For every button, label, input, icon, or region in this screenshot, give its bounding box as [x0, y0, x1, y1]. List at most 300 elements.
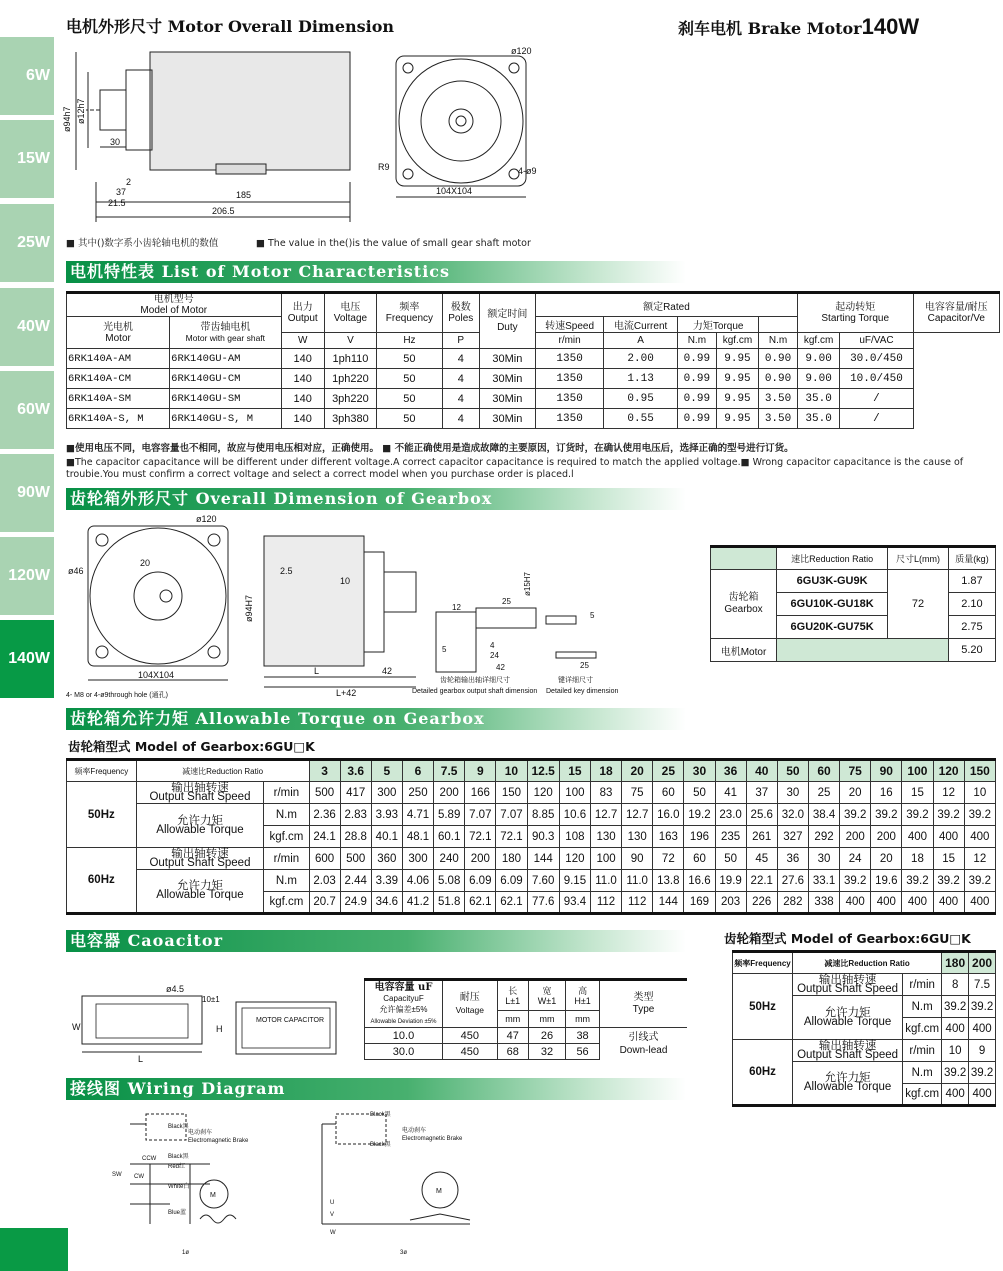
value-cell: 144: [527, 848, 559, 870]
dim-label: 10±1: [202, 995, 220, 1004]
wire-label: White白: [168, 1184, 190, 1190]
table-cell: 6RK140A-SM: [67, 389, 170, 409]
table-cell: 50: [376, 409, 442, 429]
ratio-cell: 40: [746, 760, 777, 782]
value-cell: 16: [871, 782, 902, 804]
gearbox-dimension-drawing: [66, 512, 646, 702]
table-cell: 35.0: [797, 389, 840, 409]
torque-label: 允许力矩 Allowable Torque: [793, 996, 903, 1040]
th-unit: r/min: [536, 333, 604, 349]
th-poles: 极数 Poles: [442, 293, 479, 333]
th-unit: kgf.cm: [716, 333, 759, 349]
table-row: [67, 848, 996, 870]
page-title: 电机外形尺寸 Motor Overall Dimension: [66, 17, 395, 36]
cap-cell: 30.0: [365, 1044, 443, 1060]
value-cell: 6.09: [496, 870, 527, 892]
value-cell: 16.6: [684, 870, 715, 892]
motor-mass: 5.20: [948, 639, 995, 662]
dim-label: 185: [236, 190, 252, 200]
ratio-row: [67, 760, 996, 782]
table-cell: 3.50: [759, 389, 798, 409]
dim-label: ø46: [68, 566, 84, 576]
value-cell: 5.89: [434, 804, 465, 826]
capacitor-label: MOTOR CAPACITOR: [256, 1017, 325, 1024]
value-cell: 39.2: [969, 996, 996, 1018]
freq-cell: 50Hz: [67, 782, 137, 848]
caption: Detailed gearbox output shaft dimension: [412, 688, 538, 695]
value-cell: 50: [715, 848, 746, 870]
value-cell: 93.4: [559, 892, 590, 914]
dim-label: 42: [382, 666, 393, 676]
value-cell: 38.4: [808, 804, 839, 826]
dim-label: R9: [378, 162, 390, 172]
ratio-cell: 12.5: [527, 760, 559, 782]
value-cell: 39.2: [840, 870, 871, 892]
table-cell: 30.0/450: [840, 349, 913, 369]
value-cell: 282: [777, 892, 808, 914]
value-cell: 60.1: [434, 826, 465, 848]
th-unit: uF/VAC: [840, 333, 913, 349]
cap-cell: 32: [528, 1044, 565, 1060]
unit-cell: kgf.cm: [264, 826, 309, 848]
unit-cell: kgf.cm: [264, 892, 309, 914]
ratio-cell: 20: [622, 760, 653, 782]
ratio-cell: 120: [933, 760, 964, 782]
value-cell: 327: [777, 826, 808, 848]
dim-label: ø15H7: [523, 571, 532, 596]
ratio-cell: 60: [808, 760, 839, 782]
ratio-cell: 3: [309, 760, 340, 782]
ratio-cell: 50: [777, 760, 808, 782]
value-cell: 200: [465, 848, 496, 870]
value-cell: 500: [309, 782, 340, 804]
speed-label: 输出轴转速 Output Shaft Speed: [793, 1040, 903, 1062]
table-cell: 30Min: [479, 409, 535, 429]
unit-nm: N.m: [903, 1062, 942, 1084]
value-cell: 60: [653, 782, 684, 804]
speed-label: 输出轴转速 Output Shaft Speed: [136, 782, 264, 804]
value-cell: 7.07: [496, 804, 527, 826]
th-unit: N.m: [759, 333, 798, 349]
gearbox-mass-table: [710, 545, 996, 662]
table-cell: 4: [442, 389, 479, 409]
wire-label: 1ø: [182, 1250, 190, 1256]
wire-label: Electromagnetic Brake: [188, 1138, 249, 1144]
unit-cell: r/min: [264, 848, 309, 870]
value-cell: 30: [777, 782, 808, 804]
value-cell: 100: [559, 782, 590, 804]
value-cell: 72: [653, 848, 684, 870]
value-cell: 11.0: [590, 870, 621, 892]
unit-cell: N.m: [264, 804, 309, 826]
value-cell: 226: [746, 892, 777, 914]
mass-cell: 2.10: [948, 593, 995, 616]
value-cell: 169: [684, 892, 715, 914]
dim-label: 104X104: [436, 186, 473, 196]
table-row: [67, 782, 996, 804]
table-cell: 1ph220: [324, 369, 376, 389]
motor-note-en: ■ The value in the()is the value of small gear shaft motor: [256, 238, 531, 249]
value-cell: 25: [808, 782, 839, 804]
wire-label: 电动刹车: [188, 1130, 213, 1136]
motor-dimension-drawing: [62, 42, 606, 232]
wire-label: Black黑: [370, 1112, 391, 1118]
cap-cell: 26: [528, 1028, 565, 1044]
th-unit: P: [442, 333, 479, 349]
dim-label: ø4.5: [166, 984, 185, 994]
th-output: 出力 Output: [281, 293, 324, 333]
tab-60w[interactable]: 60W: [0, 371, 54, 449]
th-width: 宽 W±1: [528, 980, 565, 1011]
table-cell: 50: [376, 389, 442, 409]
value-cell: 20: [840, 782, 871, 804]
ratio-cell: 3.6: [340, 760, 371, 782]
th-rated: 额定Rated: [536, 293, 798, 317]
th-length: 长 L±1: [497, 980, 528, 1011]
torque-label: 允许力矩 Allowable Torque: [136, 870, 264, 914]
th-unit: W: [281, 333, 324, 349]
ratio-cell: 25: [653, 760, 684, 782]
value-cell: 39.2: [840, 804, 871, 826]
table-cell: 30Min: [479, 369, 535, 389]
value-cell: 48.1: [402, 826, 433, 848]
value-cell: 300: [402, 848, 433, 870]
value-cell: 9: [969, 1040, 996, 1062]
value-cell: 39.2: [871, 804, 902, 826]
ratio-cell: 7.5: [434, 760, 465, 782]
th-height: 高 H±1: [566, 980, 600, 1011]
wire-label: Black黑: [168, 1124, 189, 1130]
value-cell: 90: [622, 848, 653, 870]
value-cell: 39.2: [964, 804, 995, 826]
ratio-cell: 90: [871, 760, 902, 782]
motor-blank: [777, 639, 949, 662]
table-cell: 6RK140GU-AM: [170, 349, 281, 369]
ratio-cell: 6GU20K-GU75K: [777, 616, 888, 639]
ratio-cell: 6: [402, 760, 433, 782]
dim-label: 30: [110, 137, 121, 147]
ratio-cell: 10: [496, 760, 527, 782]
value-cell: 16.0: [653, 804, 684, 826]
wire-label: V: [330, 1212, 335, 1218]
tab-25w[interactable]: 25W: [0, 204, 54, 282]
value-cell: 108: [559, 826, 590, 848]
value-cell: 300: [371, 782, 402, 804]
dim-label: 4: [490, 641, 495, 650]
value-cell: 10: [964, 782, 995, 804]
wire-label: SW: [112, 1172, 122, 1178]
table-cell: 140: [281, 409, 324, 429]
table-cell: 0.90: [759, 349, 798, 369]
table-cell: 140: [281, 349, 324, 369]
tab-140w[interactable]: 140W: [0, 620, 54, 698]
value-cell: 200: [840, 826, 871, 848]
ratio-cell: 150: [964, 760, 995, 782]
table-row: [67, 389, 1000, 409]
value-cell: 2.36: [309, 804, 340, 826]
value-cell: 20: [871, 848, 902, 870]
footer-block: [0, 1228, 68, 1271]
cap-cell: 10.0: [365, 1028, 443, 1044]
table-row: [67, 804, 996, 826]
value-cell: 200: [871, 826, 902, 848]
value-cell: 261: [746, 826, 777, 848]
table-cell: 6RK140GU-S, M: [170, 409, 281, 429]
ratio-cell: 15: [559, 760, 590, 782]
value-cell: 40.1: [371, 826, 402, 848]
value-cell: 60: [684, 848, 715, 870]
dim-label: 5: [590, 611, 595, 620]
value-cell: 11.0: [622, 870, 653, 892]
table-cell: 9.00: [797, 349, 840, 369]
caption: 齿轮箱输出轴详细尺寸: [440, 677, 510, 684]
th-unit: mm: [566, 1011, 600, 1028]
value-cell: 7.60: [527, 870, 559, 892]
value-cell: 36: [777, 848, 808, 870]
table-cell: 50: [376, 369, 442, 389]
gearbox-label: 齿轮箱 Gearbox: [711, 570, 777, 639]
th-unit: A: [604, 333, 678, 349]
value-cell: 51.8: [434, 892, 465, 914]
value-cell: 90.3: [527, 826, 559, 848]
th-voltage: 耐压 Voltage: [443, 980, 498, 1028]
value-cell: 39.2: [942, 996, 969, 1018]
value-cell: 7.5: [969, 974, 996, 996]
wire-label: Blue蓝: [168, 1210, 187, 1216]
value-cell: 10: [942, 1040, 969, 1062]
table-cell: 9.95: [716, 349, 759, 369]
speed-label: 输出轴转速 Output Shaft Speed: [136, 848, 264, 870]
wire-label: M: [436, 1188, 442, 1195]
value-cell: 500: [340, 848, 371, 870]
value-cell: 144: [653, 892, 684, 914]
value-cell: 34.6: [371, 892, 402, 914]
value-cell: 5.08: [434, 870, 465, 892]
value-cell: 77.6: [527, 892, 559, 914]
ratio-cell: 100: [902, 760, 933, 782]
table-cell: 6RK140A-S, M: [67, 409, 170, 429]
char-note-cn: ■使用电压不同，电容容量也不相同，故应与使用电压相对应，正确使用。 ■ 不能正确使用是造成故障的主要原因，订货时，在确认使用电压后，选择正确的型号进行订货。: [66, 443, 794, 454]
section-header-wiring: 接线图 Wiring Diagram: [66, 1078, 686, 1100]
value-cell: 400: [871, 892, 902, 914]
unit-rpm: r/min: [903, 974, 942, 996]
table-cell: 0.55: [604, 409, 678, 429]
freq-cell: 60Hz: [67, 848, 137, 914]
value-cell: 24.1: [309, 826, 340, 848]
dim-label: 42: [496, 663, 505, 672]
unit-rpm: r/min: [903, 1040, 942, 1062]
th-unit: kgf.cm: [797, 333, 840, 349]
wiring-diagram: [90, 1104, 490, 1264]
capacitor-drawing: [66, 982, 356, 1072]
product-power: 140W: [861, 14, 920, 39]
th-unit: V: [324, 333, 376, 349]
table-row: [67, 409, 1000, 429]
value-cell: 120: [559, 848, 590, 870]
tab-90w[interactable]: 90W: [0, 454, 54, 532]
th-torque: 力矩Torque: [678, 317, 759, 333]
wire-label: CW: [134, 1174, 144, 1180]
wire-label: M: [210, 1192, 216, 1199]
tab-15w[interactable]: 15W: [0, 120, 54, 198]
mass-cell: 2.75: [948, 616, 995, 639]
value-cell: 37: [746, 782, 777, 804]
table-cell: 35.0: [797, 409, 840, 429]
value-cell: 75: [622, 782, 653, 804]
cap-cell: 450: [443, 1028, 498, 1044]
dim-label: 37: [116, 187, 127, 197]
wire-label: U: [330, 1200, 335, 1206]
value-cell: 41.2: [402, 892, 433, 914]
value-cell: 23.0: [715, 804, 746, 826]
value-cell: 200: [434, 782, 465, 804]
value-cell: 400: [942, 1018, 969, 1040]
table-cell: 6RK140A-CM: [67, 369, 170, 389]
wire-label: Electromagnetic Brake: [402, 1136, 463, 1142]
section-header-characteristics: 电机特性表 List of Motor Characteristics: [66, 261, 686, 283]
dim-label: H: [216, 1024, 223, 1034]
table-cell: 9.95: [716, 369, 759, 389]
value-cell: 19.6: [871, 870, 902, 892]
motor-label: 电机Motor: [711, 639, 777, 662]
dim-label: 12: [452, 603, 461, 612]
value-cell: 9.15: [559, 870, 590, 892]
dim-label: ø12h7: [76, 98, 86, 124]
wire-label: Black黑: [168, 1154, 189, 1160]
table-row: [67, 369, 1000, 389]
table-cell: 1350: [536, 369, 604, 389]
value-cell: 6.09: [465, 870, 496, 892]
torque-model-title: 齿轮箱型式 Model of Gearbox:6GU□K: [68, 739, 315, 754]
table-cell: 50: [376, 349, 442, 369]
value-cell: 18: [902, 848, 933, 870]
dim-label: 21.5: [108, 198, 126, 208]
value-cell: 2.03: [309, 870, 340, 892]
value-cell: 12: [964, 848, 995, 870]
table-cell: 1350: [536, 409, 604, 429]
unit-kgf: kgf.cm: [903, 1084, 942, 1106]
value-cell: 24.9: [340, 892, 371, 914]
ratio-cell: 200: [969, 952, 996, 974]
table-cell: 140: [281, 369, 324, 389]
table-cell: 0.99: [678, 349, 717, 369]
ratio-cell: 9: [465, 760, 496, 782]
dim-label: 2.5: [280, 566, 293, 576]
value-cell: 50: [684, 782, 715, 804]
product-title: [678, 14, 919, 40]
value-cell: 130: [590, 826, 621, 848]
value-cell: 400: [933, 892, 964, 914]
cap-cell: 68: [497, 1044, 528, 1060]
ratio-cell: 75: [840, 760, 871, 782]
table-cell: 9.95: [716, 409, 759, 429]
dim-label: 5: [442, 645, 447, 654]
caption: 键详细尺寸: [558, 677, 593, 684]
value-cell: 400: [964, 826, 995, 848]
product-name: 刹车电机 Brake Motor: [678, 19, 862, 38]
table-cell: 4: [442, 369, 479, 389]
dim-label: ø120: [196, 514, 217, 524]
th-current: 电流Current: [604, 317, 678, 333]
value-cell: 12.7: [622, 804, 653, 826]
dim-label: 25: [502, 597, 511, 606]
unit-nm: N.m: [903, 996, 942, 1018]
cap-cell: 56: [566, 1044, 600, 1060]
value-cell: 72.1: [496, 826, 527, 848]
section-header-gearbox-dim: 齿轮箱外形尺寸 Overall Dimension of Gearbox: [66, 488, 686, 510]
dim-label: 4-ø9: [518, 166, 537, 176]
value-cell: 39.2: [964, 870, 995, 892]
mass-cell: 1.87: [948, 570, 995, 593]
value-cell: 240: [434, 848, 465, 870]
th-blank: [711, 547, 777, 570]
table-cell: 1ph110: [324, 349, 376, 369]
table-cell: 6RK140GU-SM: [170, 389, 281, 409]
table-row: [67, 870, 996, 892]
tab-40w[interactable]: 40W: [0, 288, 54, 366]
caption: Detailed key dimension: [546, 688, 619, 695]
table-cell: 0.90: [759, 369, 798, 389]
section-header-capacitor: 电容器 Caoacitor: [66, 930, 686, 952]
motor-note-cn: ■ 其中()数字系小齿轮轴电机的数值: [66, 238, 219, 249]
wire-label: CCW: [142, 1156, 157, 1162]
dim-label: L+42: [336, 688, 357, 698]
dim-label: 4- M8 or 4-ø9through hole (通孔): [66, 692, 168, 699]
value-cell: 400: [902, 892, 933, 914]
torque-label: 允许力矩 Allowable Torque: [136, 804, 264, 848]
value-cell: 196: [684, 826, 715, 848]
value-cell: 41: [715, 782, 746, 804]
value-cell: 22.1: [746, 870, 777, 892]
value-cell: 39.2: [969, 1062, 996, 1084]
unit-cell: r/min: [264, 782, 309, 804]
table-row: [67, 349, 1000, 369]
characteristics-body: [67, 349, 1000, 429]
value-cell: 4.71: [402, 804, 433, 826]
value-cell: 24: [840, 848, 871, 870]
value-cell: 39.2: [933, 870, 964, 892]
th-model: 电机型号 Model of Motor: [67, 293, 282, 317]
th-motor: 光电机 Motor: [67, 317, 170, 349]
value-cell: 72.1: [465, 826, 496, 848]
value-cell: 130: [622, 826, 653, 848]
unit-cell: N.m: [264, 870, 309, 892]
value-cell: 10.6: [559, 804, 590, 826]
value-cell: 20.7: [309, 892, 340, 914]
value-cell: 32.0: [777, 804, 808, 826]
value-cell: 235: [715, 826, 746, 848]
th-frequency: 频率Frequency: [67, 760, 137, 782]
speed-label: 输出轴转速 Output Shaft Speed: [793, 974, 903, 996]
value-cell: 400: [840, 892, 871, 914]
th-voltage: 电压 Voltage: [324, 293, 376, 333]
th-unit: Hz: [376, 333, 442, 349]
value-cell: 25.6: [746, 804, 777, 826]
value-cell: 8.85: [527, 804, 559, 826]
wire-label: Black黑: [370, 1142, 391, 1148]
table-cell: 3ph380: [324, 409, 376, 429]
table-cell: 3.50: [759, 409, 798, 429]
value-cell: 400: [964, 892, 995, 914]
table-cell: 0.99: [678, 369, 717, 389]
th-length: 尺寸L(mm): [888, 547, 949, 570]
tab-120w[interactable]: 120W: [0, 537, 54, 615]
tab-6w[interactable]: 6W: [0, 37, 54, 115]
value-cell: 203: [715, 892, 746, 914]
table-cell: 4: [442, 349, 479, 369]
value-cell: 83: [590, 782, 621, 804]
table-cell: 1350: [536, 349, 604, 369]
